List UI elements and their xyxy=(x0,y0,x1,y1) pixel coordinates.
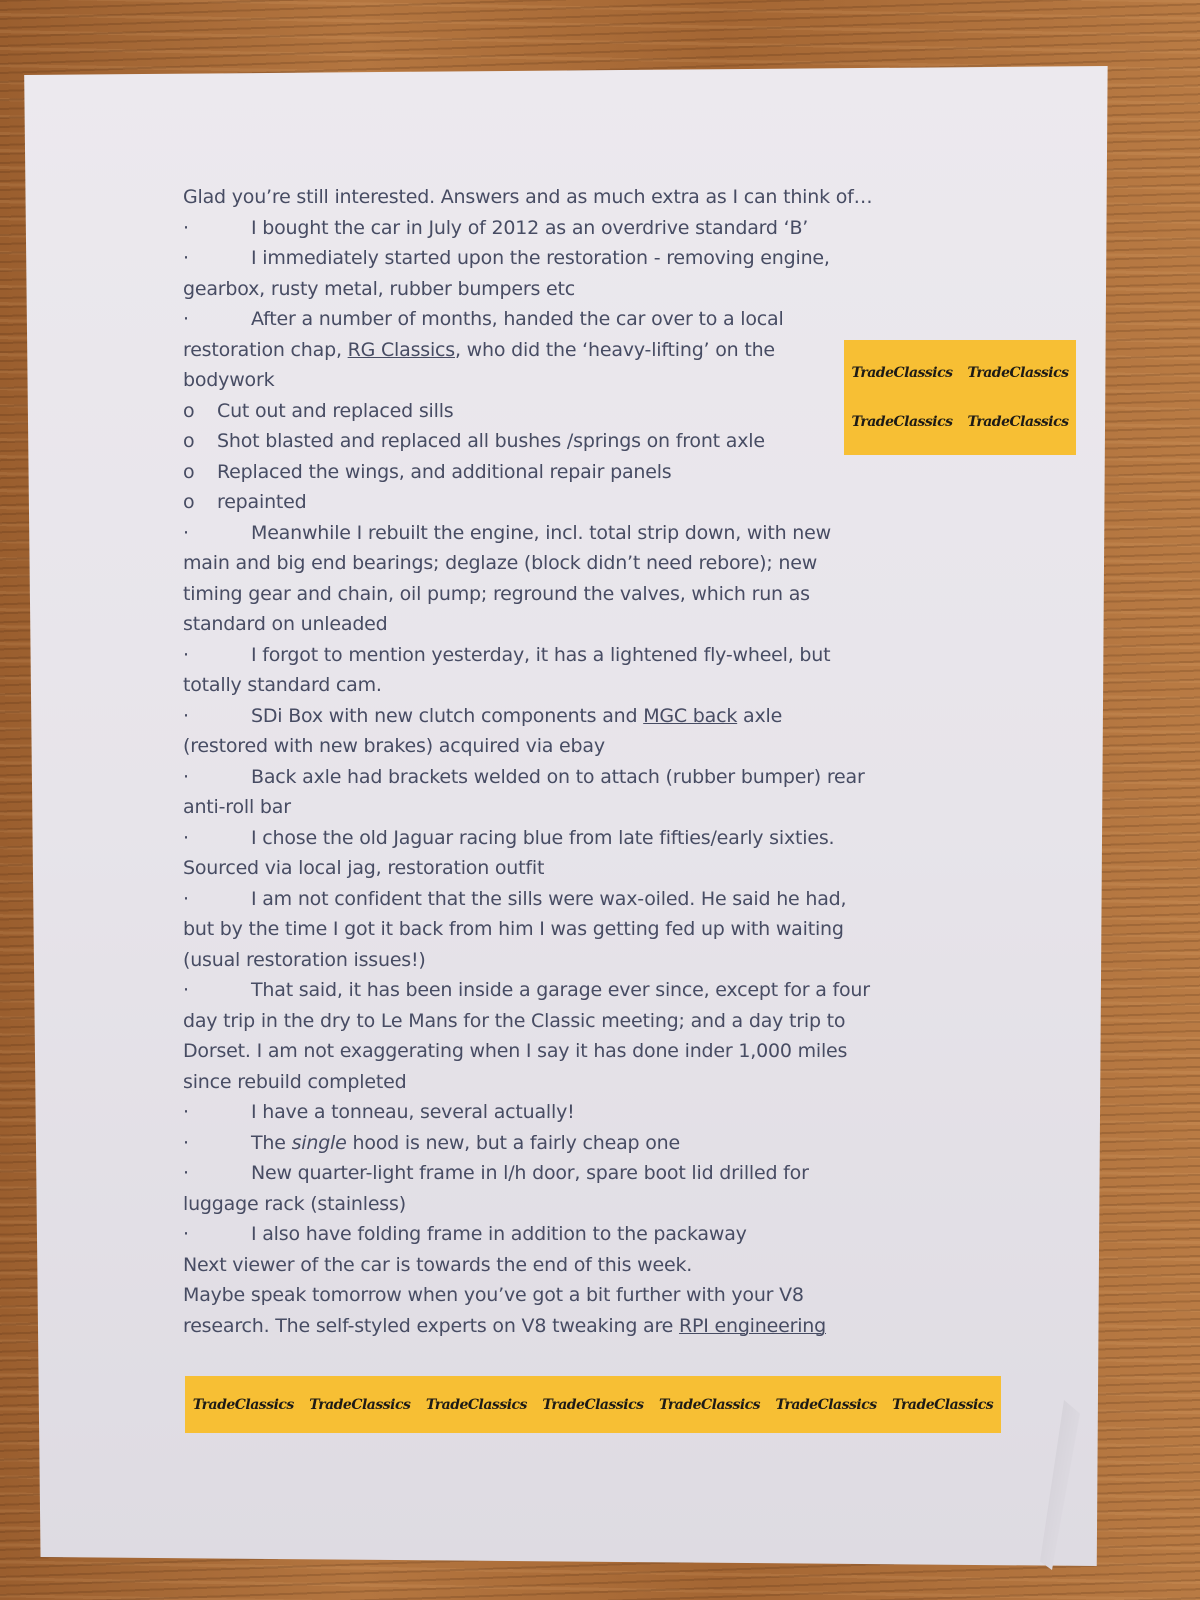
sub-bullet-item xyxy=(183,396,933,427)
text-line: gearbox, rusty metal, rubber bumpers etc xyxy=(183,277,575,300)
bullet-text: I am not confident that the sills were wax-oiled. He said he had, xyxy=(251,887,847,910)
text-line: but by the time I got it back from him I was getting fed up with waiting xyxy=(183,918,844,940)
bullet-marker xyxy=(183,884,251,915)
bullet-marker xyxy=(183,243,251,274)
bullet-item xyxy=(183,884,933,915)
rpi-engineering-link: RPI engineering xyxy=(678,1314,826,1337)
watermark-logo: TradeClassics xyxy=(425,1396,527,1413)
text-line: bodywork xyxy=(183,369,275,391)
text-line: (restored with new brakes) acquired via ebay xyxy=(183,735,605,757)
text-fragment: restoration chap, xyxy=(183,338,348,361)
bullet-text: Meanwhile I rebuilt the engine, incl. total strip down, with new xyxy=(251,521,831,544)
text-fragment: hood is new, but a fairly cheap one xyxy=(346,1131,680,1154)
bullet-item xyxy=(183,1097,933,1128)
bullet-item xyxy=(183,1158,933,1189)
bullet-marker xyxy=(183,304,251,335)
watermark-logo: TradeClassics xyxy=(967,414,1069,431)
circle-bullet-marker xyxy=(183,487,217,518)
rg-classics-link: RG Classics xyxy=(347,338,455,361)
text-fragment: research. The self-styled experts on V8 tweaking are xyxy=(183,1314,679,1337)
sub-bullet-text: Shot blasted and replaced all bushes /springs on front axle xyxy=(217,430,765,452)
text-line xyxy=(183,1311,933,1342)
bullet-text: I chose the old Jaguar racing blue from late fifties/early sixties. xyxy=(251,826,835,849)
bullet-text: Back axle had brackets welded on to attach (rubber bumper) rear xyxy=(251,765,865,788)
bullet-marker xyxy=(183,518,251,549)
text-line xyxy=(183,335,933,366)
watermark-logo: TradeClassics xyxy=(658,1396,761,1413)
bullet-item xyxy=(183,975,933,1006)
bullet-item xyxy=(183,640,933,671)
bullet-marker xyxy=(183,213,251,244)
text-line: Dorset. I am not exaggerating when I say it has done inder 1,000 miles xyxy=(183,1040,848,1062)
watermark-logo: TradeClassics xyxy=(192,1396,294,1413)
text-line: totally standard cam. xyxy=(183,674,382,696)
watermark-logo: TradeClassics xyxy=(309,1396,411,1413)
bullet-text: I bought the car in July of 2012 as an overdrive standard ‘B’ xyxy=(251,216,809,239)
bullet-text: After a number of months, handed the car over to a local xyxy=(251,308,784,330)
text-fragment: SDi Box with new clutch components and xyxy=(251,704,644,727)
watermark-bottom xyxy=(185,1376,1001,1433)
text-line: main and big end bearings; deglaze (block didn’t need rebore); new xyxy=(183,552,818,574)
bullet-marker xyxy=(183,1128,251,1159)
text-line: day trip in the dry to Le Mans for the Classic meeting; and a day trip to xyxy=(183,1009,846,1032)
bullet-item xyxy=(183,1219,933,1250)
text-fragment: The xyxy=(251,1131,292,1154)
circle-bullet-marker xyxy=(183,426,217,457)
watermark-logo: TradeClassics xyxy=(542,1396,644,1413)
circle-bullet-marker xyxy=(183,396,217,427)
text-line: timing gear and chain, oil pump; reground the valves, which run as xyxy=(183,582,810,605)
bullet-item xyxy=(183,213,933,244)
bullet-item xyxy=(183,823,933,854)
text-line: standard on unleaded xyxy=(183,613,388,635)
sub-bullet-text: Cut out and replaced sills xyxy=(217,399,454,422)
bullet-item xyxy=(183,243,933,274)
text-line: luggage rack (stainless) xyxy=(183,1192,406,1215)
bullet-marker xyxy=(183,1219,251,1250)
bullet-marker xyxy=(183,701,251,732)
sub-bullet-text: Replaced the wings, and additional repair panels xyxy=(217,460,672,483)
bullet-item xyxy=(183,701,933,732)
bullet-item xyxy=(183,304,933,335)
bullet-marker xyxy=(183,1158,251,1189)
bullet-text: I immediately started upon the restoration - removing engine, xyxy=(251,247,830,269)
watermark-logo: TradeClassics xyxy=(851,414,953,431)
sub-bullet-item xyxy=(183,457,933,488)
bullet-text: That said, it has been inside a garage ever since, except for a four xyxy=(251,979,870,1001)
bullet-marker xyxy=(183,975,251,1006)
watermark-logo: TradeClassics xyxy=(775,1396,877,1413)
text-line: Glad you’re still interested. Answers and as much extra as I can think of… xyxy=(183,186,873,208)
text-line: (usual restoration issues!) xyxy=(183,948,426,971)
watermark-logo: TradeClassics xyxy=(967,364,1069,381)
bullet-text: I forgot to mention yesterday, it has a lightened fly-wheel, but xyxy=(251,643,831,666)
circle-bullet-marker xyxy=(183,457,217,488)
bullet-item xyxy=(183,1128,933,1159)
sub-bullet-text: repainted xyxy=(217,491,307,513)
watermark-logo: TradeClassics xyxy=(851,364,953,381)
text-line: anti-roll bar xyxy=(183,796,291,818)
mgc-back-underlined: MGC back xyxy=(643,704,738,727)
bullet-marker xyxy=(183,640,251,671)
text-line: Maybe speak tomorrow when you’ve got a bit further with your V8 xyxy=(183,1284,804,1306)
bullet-item xyxy=(183,518,933,549)
sub-bullet-item xyxy=(183,426,933,457)
text-line: Next viewer of the car is towards the end of this week. xyxy=(183,1253,693,1276)
sub-bullet-item xyxy=(183,487,933,518)
text-line: Sourced via local jag, restoration outfit xyxy=(183,857,545,879)
text-fragment: axle xyxy=(737,704,783,727)
watermark-side xyxy=(844,340,1076,455)
bullet-item xyxy=(183,762,933,793)
bullet-marker xyxy=(183,823,251,854)
bullet-marker xyxy=(183,762,251,793)
watermark-logo: TradeClassics xyxy=(892,1396,994,1413)
bullet-text: I have a tonneau, several actually! xyxy=(251,1101,575,1123)
bullet-text: New quarter-light frame in l/h door, spare boot lid drilled for xyxy=(251,1162,809,1184)
text-fragment: , who did the ‘heavy-lifting’ on the xyxy=(455,338,775,361)
bullet-marker xyxy=(183,1097,251,1128)
text-line: since rebuild completed xyxy=(183,1070,407,1093)
italic-word: single xyxy=(291,1131,347,1154)
letter-text xyxy=(183,182,933,1341)
bullet-text: I also have folding frame in addition to the packaway xyxy=(251,1223,747,1245)
